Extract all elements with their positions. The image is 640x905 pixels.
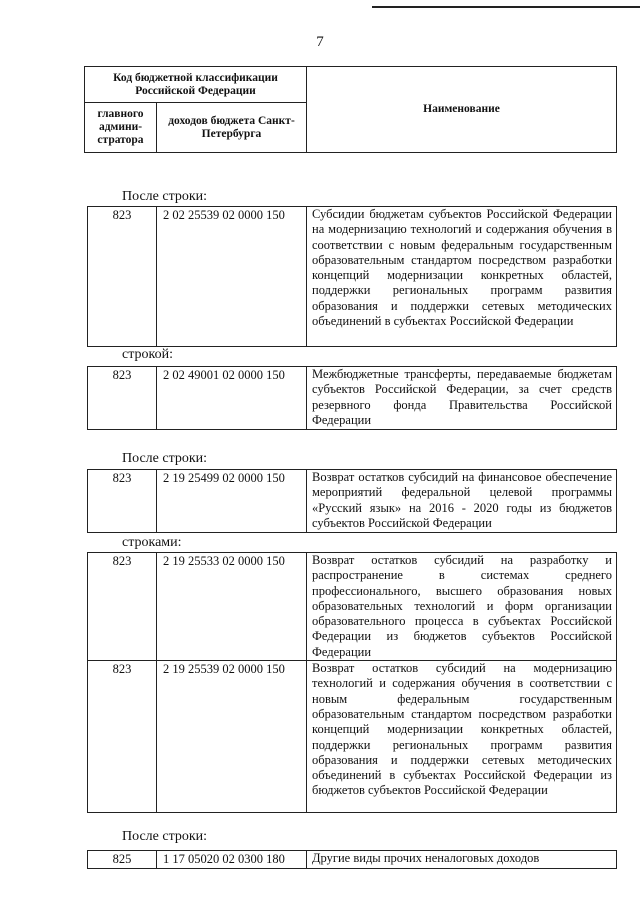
admin-code: 823	[88, 553, 157, 661]
section-table	[87, 206, 617, 347]
budget-code: 2 02 25539 02 0000 150	[157, 207, 307, 347]
admin-code: 823	[88, 661, 157, 813]
section-label: После строки:	[122, 189, 208, 204]
section-label: После строки:	[122, 451, 208, 466]
header-table	[84, 66, 617, 153]
admin-code: 825	[88, 851, 157, 869]
table-row	[88, 470, 617, 533]
section-label: После строки:	[122, 829, 208, 844]
header-code-group: Код бюджетной классификации Российской Федерации	[85, 67, 307, 103]
table-row	[88, 367, 617, 430]
section-table	[87, 850, 617, 869]
section-label: строками:	[122, 535, 182, 550]
budget-code: 2 19 25499 02 0000 150	[157, 470, 307, 533]
table-row	[88, 207, 617, 347]
page-number: 7	[316, 34, 324, 50]
section-label: строкой:	[122, 347, 173, 362]
budget-code: 2 19 25533 02 0000 150	[157, 553, 307, 661]
row-name: Субсидии бюджетам субъектов Российской Федерации на модернизацию технологий и содержания обучения в соответствии с новым федеральным государственным образовательным стандартом посредством разработки концепций модернизации конкретных областей, поддержки региональных программ развития образования и поддержки сетевых методических объединений в субъектах Российской Федерации	[307, 207, 617, 347]
table-row	[88, 851, 617, 869]
budget-code: 1 17 05020 02 0300 180	[157, 851, 307, 869]
admin-code: 823	[88, 470, 157, 533]
row-name: Межбюджетные трансферты, передаваемые бюджетам субъектов Российской Федерации, за счет средств резервного фонда Правительства Российской Федерации	[307, 367, 617, 430]
section-table	[87, 366, 617, 430]
top-rule	[372, 6, 640, 8]
table-row	[88, 661, 617, 813]
section-table	[87, 552, 617, 813]
row-name: Возврат остатков субсидий на финансовое обеспечение мероприятий федеральной целевой программы «Русский язык» на 2016 - 2020 годы из бюджетов субъектов Российской Федерации	[307, 470, 617, 533]
section-table	[87, 469, 617, 533]
budget-code: 2 02 49001 02 0000 150	[157, 367, 307, 430]
row-name: Возврат остатков субсидий на разработку и распространение в системах среднего профессионального, высшего образования новых образовательных технологий и форм организации образовательного процесса в субъектах Российской Федерации из бюджетов субъектов Российской Федерации	[307, 553, 617, 661]
budget-code: 2 19 25539 02 0000 150	[157, 661, 307, 813]
admin-code: 823	[88, 207, 157, 347]
row-name: Другие виды прочих неналоговых доходов	[307, 851, 617, 869]
table-row	[88, 553, 617, 661]
header-admin: главного админи-стратора	[85, 103, 157, 153]
header-name: Наименование	[307, 67, 617, 153]
admin-code: 823	[88, 367, 157, 430]
row-name: Возврат остатков субсидий на модернизацию технологий и содержания обучения в соответствии с новым федеральным государственным образовательным стандартом посредством разработки концепций модернизации конкретных областей, поддержки региональных программ развития образования и поддержки сетевых методических объединений в субъектах Российской Федерации из бюджетов субъектов Российской Федерации	[307, 661, 617, 813]
header-income: доходов бюджета Санкт-Петербурга	[157, 103, 307, 153]
